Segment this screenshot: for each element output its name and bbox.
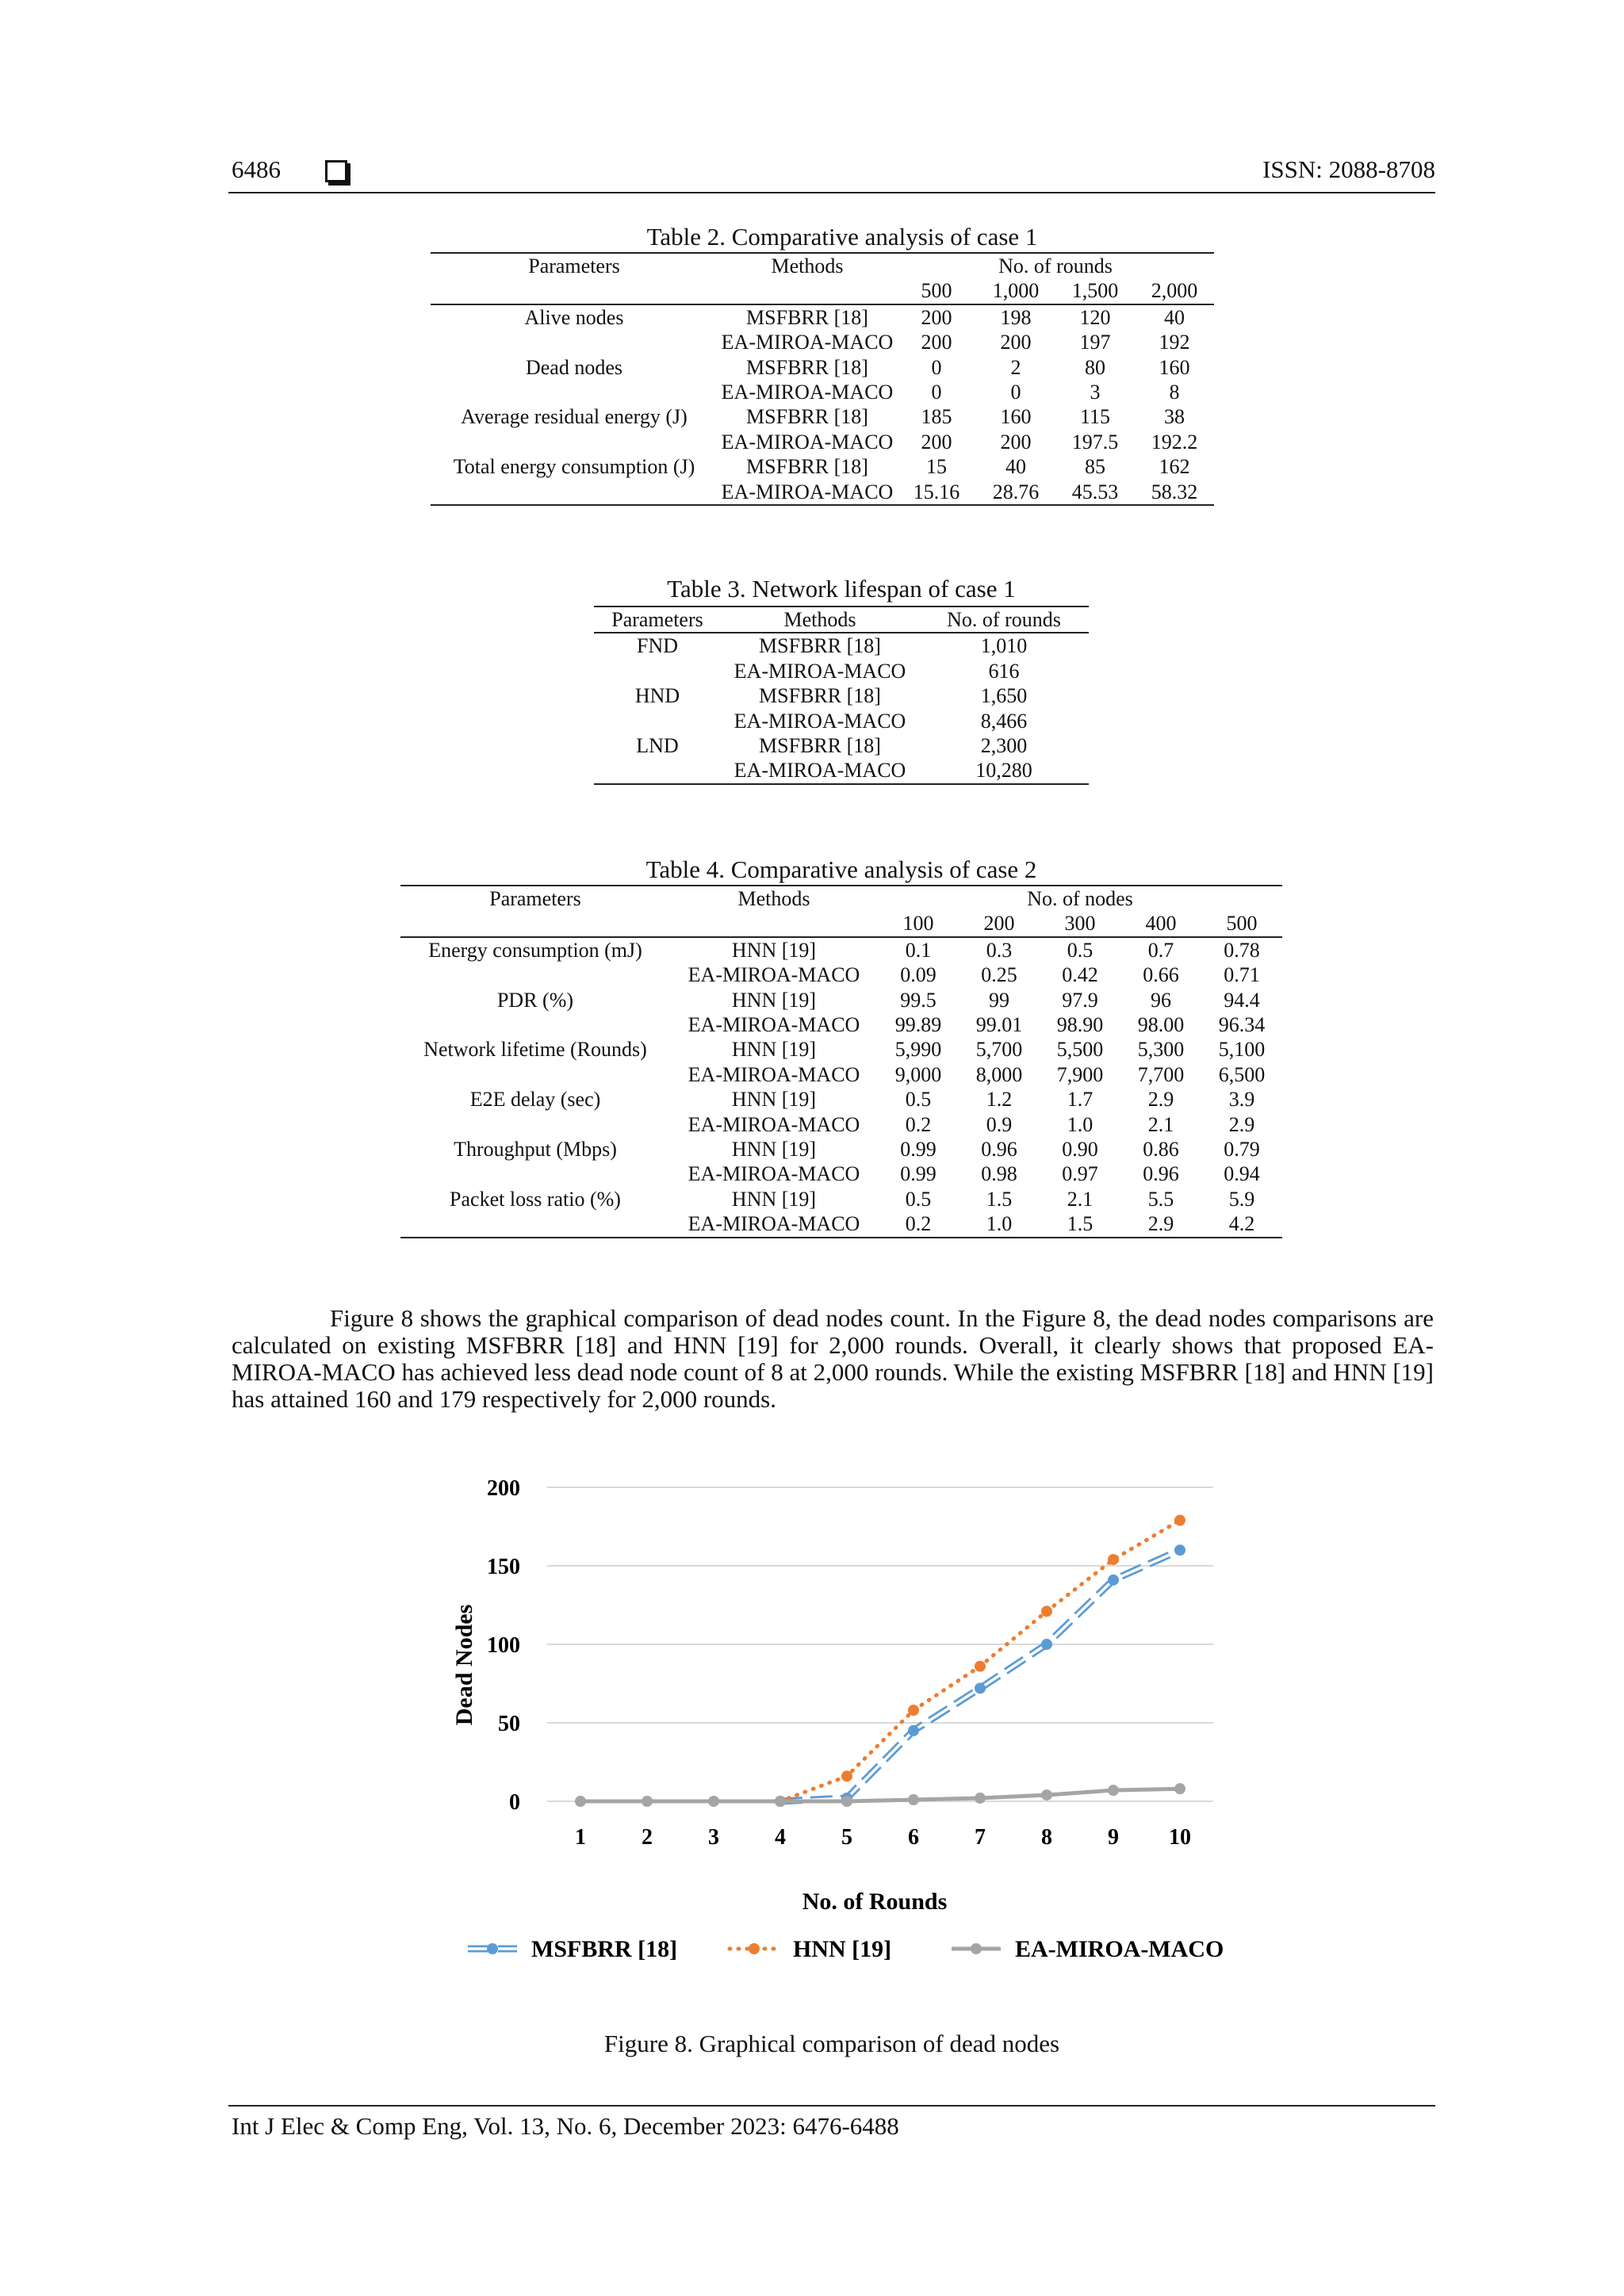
table-row [400,1211,1282,1237]
value-cell: 15.16 [897,480,976,505]
value-cell: 0.2 [905,1112,932,1136]
table2 [431,252,1214,506]
table-row [400,988,1282,1012]
table-row [400,1187,1282,1211]
legend-item [730,1936,891,1962]
value-cell: 5.5 [1147,1187,1174,1211]
parameter-cell [400,1161,670,1186]
value-cell: 2.9 [1147,1088,1174,1112]
figure-caption: Figure 8. Graphical comparison of dead nodes [603,2030,1060,2057]
method-cell: EA-MIROA-MACO [670,1211,878,1237]
value-cell: 185 [921,405,952,429]
table4-node-header: 300 [1040,911,1120,936]
header-rule [228,192,1435,193]
data-point [575,1796,586,1807]
value-cell: 6,500 [1218,1062,1266,1086]
data-point [908,1794,919,1805]
value-cell: 197.5 [1071,430,1119,453]
table4-node-header: 400 [1120,911,1201,936]
paragraph-text: Figure 8 shows the graphical comparison of dead nodes count. In the Figure 8, the dead nodes comparisons are calculated on existing MSFBRR [18] and HNN [19] for 2,000 rounds. Overall, it clearly shows that proposed EA-MIROA-MACO has achieved less dead node count of 8 at 2,000 rounds. While the existing MSFBRR [18] and HNN [19] has attained 160 and 179 respectively for 2,000 rounds. [232,1304,1434,1413]
table-row [400,1137,1282,1161]
table-row [594,659,1089,683]
value-cell: 58.32 [1135,480,1214,505]
table-row [431,430,1214,454]
page-number: 6486 [232,155,281,183]
value-cell: 160 [1159,355,1190,379]
method-cell: EA-MIROA-MACO [721,758,919,783]
value-cell: 0.25 [981,963,1017,987]
table-row [431,304,1214,330]
value-cell: 0.79 [1224,1138,1260,1161]
value-cell: 38 [1164,405,1185,429]
value-cell: 99.01 [975,1013,1023,1037]
data-point [1041,1639,1052,1650]
table-row [431,355,1214,380]
x-tick-label: 2 [642,1825,653,1850]
series-line [580,1789,1180,1801]
value-cell: 5,990 [894,1038,942,1062]
parameter-cell: FND [636,634,678,658]
value-cell: 40 [1164,305,1185,329]
value-cell: 7,900 [1056,1062,1104,1086]
data-point [1041,1605,1052,1617]
data-point [975,1793,986,1804]
value-cell: 2.1 [1147,1112,1174,1136]
parameter-cell [431,430,718,454]
y-tick-label: 50 [498,1712,520,1736]
y-tick-label: 100 [487,1633,520,1658]
series-2 [775,1515,1185,1807]
method-cell: EA-MIROA-MACO [688,1013,860,1037]
parameter-cell [431,330,718,354]
value-cell: 4.2 [1201,1211,1282,1237]
x-tick-label: 1 [575,1825,586,1850]
table2-col-parameters: Parameters [431,253,718,278]
method-cell: EA-MIROA-MACO [688,1062,860,1086]
value-cell: 0.98 [981,1162,1017,1186]
value-cell: 0.1 [905,938,932,962]
value-cell: 9,000 [894,1062,942,1086]
value-cell: 97.9 [1062,988,1098,1012]
legend-marker [487,1943,498,1954]
table4-col-nodes: No. of nodes [878,886,1282,911]
value-cell: 200 [1000,430,1032,453]
x-tick-label: 7 [975,1825,986,1850]
y-axis-label: Dead Nodes [451,1604,477,1726]
value-cell: 0.78 [1224,938,1260,962]
value-cell: 1.5 [986,1187,1013,1211]
parameter-cell: Throughput (Mbps) [454,1138,617,1161]
data-point [841,1770,852,1781]
value-cell: 0.97 [1062,1162,1098,1186]
data-point [1108,1575,1119,1586]
value-cell: 0.5 [1067,938,1094,962]
method-cell: MSFBRR [18] [746,455,868,479]
x-tick-label: 8 [1041,1825,1052,1850]
value-cell: 0.5 [905,1088,932,1112]
table2-round-header: 2,000 [1135,278,1214,304]
value-cell: 85 [1085,455,1105,479]
table-row [400,1161,1282,1186]
value-cell: 2 [1010,355,1021,379]
method-cell: EA-MIROA-MACO [721,331,894,354]
parameter-cell: HND [634,684,680,708]
table-row [400,1062,1282,1087]
table4-node-header: 500 [1201,911,1282,936]
table-row [431,480,1214,505]
value-cell: 8 [1169,381,1180,404]
value-cell: 198 [1000,305,1032,329]
parameter-cell: Dead nodes [525,355,622,379]
value-cell: 0.99 [900,1162,936,1186]
data-point [775,1796,786,1807]
value-cell: 1,650 [980,684,1028,708]
value-cell: 120 [1079,305,1111,329]
parameter-cell [594,758,721,783]
series-line-inner [780,1550,1180,1801]
value-cell: 0 [1010,381,1021,404]
table-row [400,937,1282,962]
body-paragraph [232,1305,1434,1413]
value-cell: 98.90 [1056,1013,1104,1037]
value-cell: 3.9 [1228,1088,1255,1112]
value-cell: 192 [1159,331,1190,354]
x-tick-label: 10 [1169,1825,1191,1850]
value-cell: 0.96 [981,1138,1017,1161]
dead-nodes-chart [428,1459,1269,2006]
table3-col-rounds: No. of rounds [919,607,1089,633]
table-row [431,454,1214,479]
value-cell: 0.9 [986,1112,1013,1136]
value-cell: 0.96 [1143,1162,1179,1186]
value-cell: 1.5 [1040,1211,1120,1237]
value-cell: 200 [921,331,952,354]
value-cell: 115 [1079,405,1111,429]
x-tick-labels [575,1825,1191,1850]
value-cell: 1.7 [1067,1088,1094,1112]
table-row [400,1087,1282,1112]
table3-col-methods: Methods [721,607,919,633]
table3-caption: Table 3. Network lifespan of case 1 [667,575,1016,603]
method-cell: MSFBRR [18] [746,305,868,329]
value-cell: 99 [989,988,1009,1012]
value-cell: 0.66 [1143,963,1179,987]
x-tick-label: 4 [775,1825,786,1850]
x-tick-label: 3 [708,1825,719,1850]
legend-marker [971,1943,982,1954]
data-point [1174,1783,1185,1794]
value-cell: 3 [1090,381,1101,404]
table2-col-methods: Methods [718,253,897,278]
parameter-cell: Packet loss ratio (%) [450,1187,621,1211]
parameter-cell [431,380,718,404]
parameter-cell [400,1062,670,1087]
table4-col-parameters: Parameters [400,886,670,911]
value-cell: 0 [931,381,942,404]
table4-node-header: 200 [959,911,1040,936]
value-cell: 8,000 [975,1062,1023,1086]
parameter-cell [400,1112,670,1137]
legend-label: MSFBRR [18] [531,1936,678,1962]
table-row [594,709,1089,733]
method-cell: HNN [19] [731,988,817,1012]
table4-caption: Table 4. Comparative analysis of case 2 [645,855,1037,883]
value-cell: 2,300 [980,734,1028,758]
value-cell: 96.34 [1218,1013,1266,1037]
value-cell: 0.3 [986,938,1013,962]
x-tick-label: 6 [908,1825,919,1850]
method-cell: EA-MIROA-MACO [733,659,906,683]
data-point [841,1796,852,1807]
value-cell: 94.4 [1224,988,1260,1012]
table-row [431,404,1214,429]
value-cell: 80 [1085,355,1105,379]
parameter-cell: Average residual energy (J) [461,405,688,429]
parameter-cell [594,659,721,683]
method-cell: MSFBRR [18] [759,734,881,758]
x-tick-label: 9 [1108,1825,1119,1850]
box-icon [325,160,347,186]
footer-citation: Int J Elec & Comp Eng, Vol. 13, No. 6, December 2023: 6476-6488 [232,2112,899,2140]
value-cell: 1.0 [959,1211,1040,1237]
legend-label: EA-MIROA-MACO [1015,1936,1224,1962]
data-point [908,1705,919,1716]
data-point [975,1682,986,1693]
table-row [400,1037,1282,1062]
data-point [908,1725,919,1736]
parameter-cell [400,962,670,987]
value-cell: 0.90 [1062,1138,1098,1161]
table2-caption: Table 2. Comparative analysis of case 1 [646,223,1038,251]
parameter-cell: Total energy consumption (J) [453,455,695,479]
y-tick-label: 200 [487,1476,520,1501]
value-cell: 200 [921,305,952,329]
value-cell: 160 [1000,405,1032,429]
chart-legend [468,1936,1224,1962]
y-tick-label: 0 [509,1790,520,1815]
table-row [431,330,1214,354]
value-cell: 15 [926,455,947,479]
table2-round-header: 1,000 [976,278,1055,304]
value-cell: 99.89 [894,1013,942,1037]
data-point [1041,1789,1052,1800]
table4-node-header: 100 [878,911,959,936]
value-cell: 2.1 [1067,1187,1094,1211]
parameter-cell [400,1012,670,1037]
value-cell: 0 [931,355,942,379]
value-cell: 96 [1151,988,1171,1012]
method-cell: EA-MIROA-MACO [718,480,897,505]
value-cell: 7,700 [1137,1062,1185,1086]
table3 [594,606,1089,785]
table-row [431,380,1214,404]
value-cell: 98.00 [1137,1013,1185,1037]
table2-round-header: 500 [897,278,976,304]
table2-col-rounds: No. of rounds [897,253,1214,278]
value-cell: 200 [921,430,952,453]
method-cell: EA-MIROA-MACO [688,1162,860,1186]
issn: ISSN: 2088-8708 [1262,155,1435,183]
method-cell: MSFBRR [18] [759,634,881,658]
value-cell: 28.76 [976,480,1055,505]
table-row [594,633,1089,658]
table2-round-header: 1,500 [1055,278,1135,304]
parameter-cell [400,1211,670,1237]
table-row [400,962,1282,987]
method-cell: HNN [19] [731,1088,817,1112]
method-cell: HNN [19] [731,938,817,962]
value-cell: 0.5 [905,1187,932,1211]
value-cell: 0.2 [878,1211,959,1237]
chart-grid [547,1487,1213,1801]
data-point [1108,1554,1119,1565]
value-cell: 2.9 [1228,1112,1255,1136]
value-cell: 192.2 [1151,430,1198,453]
value-cell: 0.86 [1143,1138,1179,1161]
method-cell: EA-MIROA-MACO [721,430,894,453]
data-point [642,1796,653,1807]
method-cell: EA-MIROA-MACO [733,709,906,733]
value-cell: 0.7 [1147,938,1174,962]
series-line-outer [780,1550,1180,1801]
value-cell: 40 [1005,455,1026,479]
value-cell: 5,100 [1218,1038,1266,1062]
x-tick-label: 5 [841,1825,852,1850]
value-cell: 1.0 [1067,1112,1094,1136]
series-1 [775,1544,1185,1807]
parameter-cell [431,480,718,505]
table4-col-methods: Methods [670,886,878,911]
parameter-cell: Network lifetime (Rounds) [423,1038,647,1062]
legend-item [468,1936,677,1962]
method-cell: EA-MIROA-MACO [688,963,860,987]
legend-item [952,1936,1224,1962]
method-cell: HNN [19] [731,1187,817,1211]
value-cell: 99.5 [900,988,936,1012]
table-row [594,758,1089,783]
data-point [975,1661,986,1672]
value-cell: 0.71 [1224,963,1260,987]
value-cell: 8,466 [980,709,1028,733]
parameter-cell: Energy consumption (mJ) [428,938,642,962]
method-cell: MSFBRR [18] [746,355,868,379]
data-point [1174,1544,1185,1556]
value-cell: 5,300 [1137,1038,1185,1062]
value-cell: 10,280 [919,758,1089,783]
parameter-cell: E2E delay (sec) [469,1088,601,1112]
data-point [1108,1785,1119,1796]
value-cell: 0.42 [1062,963,1098,987]
method-cell: MSFBRR [18] [746,405,868,429]
value-cell: 0.94 [1224,1162,1260,1186]
parameter-cell: PDR (%) [496,988,574,1012]
value-cell: 5.9 [1228,1187,1255,1211]
parameter-cell: Alive nodes [524,305,624,329]
legend-label: HNN [19] [793,1936,892,1962]
data-point [708,1796,719,1807]
value-cell: 1.2 [986,1088,1013,1112]
method-cell: EA-MIROA-MACO [721,381,894,404]
table3-col-parameters: Parameters [594,607,721,633]
method-cell: HNN [19] [731,1038,817,1062]
table4 [400,885,1282,1238]
value-cell: 200 [1000,331,1032,354]
value-cell: 197 [1079,331,1111,354]
value-cell: 616 [988,659,1020,683]
value-cell: 162 [1159,455,1190,479]
value-cell: 2.9 [1120,1211,1201,1237]
x-axis-label: No. of Rounds [802,1888,948,1915]
table-row [594,733,1089,758]
y-tick-labels [487,1476,520,1815]
value-cell: 0.09 [900,963,936,987]
value-cell: 1,010 [980,634,1028,658]
legend-marker [749,1943,760,1954]
method-cell: EA-MIROA-MACO [688,1112,860,1136]
parameter-cell: LND [636,734,679,758]
table-row [400,1112,1282,1137]
value-cell: 5,500 [1056,1038,1104,1062]
value-cell: 5,700 [975,1038,1023,1062]
method-cell: HNN [19] [731,1138,817,1161]
table-row [594,683,1089,708]
series-3 [575,1783,1185,1807]
y-tick-label: 150 [487,1555,520,1579]
table-row [400,1012,1282,1037]
data-point [1174,1515,1185,1526]
method-cell: MSFBRR [18] [759,684,881,708]
footer-rule [228,2105,1435,2107]
value-cell: 45.53 [1055,480,1135,505]
chart-series [575,1515,1185,1807]
parameter-cell [594,709,721,733]
value-cell: 0.99 [900,1138,936,1161]
